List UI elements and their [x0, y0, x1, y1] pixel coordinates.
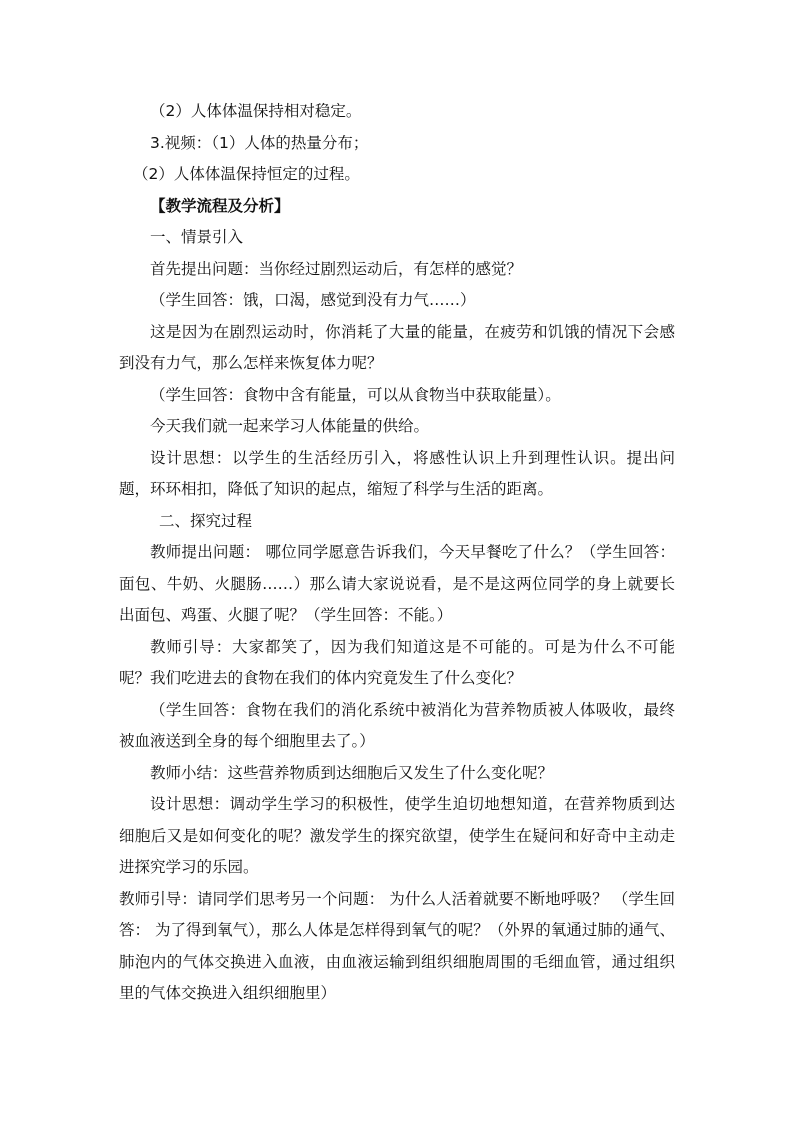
paragraph-student-answer-2: （学生回答：食物中含有能量，可以从食物当中获取能量）。: [150, 385, 561, 404]
paragraph-body-temperature-process: （2）人体体温保持恒定的过程。: [133, 165, 360, 183]
paragraph-design-idea-2: 设计思想：调动学生学习的积极性，使学生迫切地想知道，在营养物质到达细胞后又是如何变化的呢？激发学生的探究欲望，使学生在疑问和好奇中主动走进探究学习的乐园。: [119, 795, 675, 876]
paragraph-question: 首先提出问题：当你经过剧烈运动后，有怎样的感觉？: [150, 259, 523, 278]
paragraph-body-temperature-stable: （2）人体体温保持相对稳定。: [150, 102, 362, 120]
paragraph-teacher-guidance-2: 教师引导：请同学们思考另一个问题： 为什么人活着就要不断地呼吸？ （学生回答： 为了得到氧气），那么人体是怎样得到氧气的呢？（外界的氧通过肺的通气、肺泡内的气体交换进入血液，由血液运输到组织细胞周围的毛细血管，通过组织里的气体交换进入组织细胞里）: [119, 889, 675, 1002]
heading-exploration-process: 二、探究过程: [159, 511, 253, 530]
paragraph-teacher-guidance-1: 教师引导：大家都笑了，因为我们知道这是不可能的。可是为什么不可能呢？我们吃进去的食物在我们的体内究竟发生了什么变化？: [119, 637, 675, 687]
paragraph-teacher-summary: 教师小结：这些营养物质到达细胞后又发生了什么变化呢？: [150, 763, 554, 782]
document-body: [119, 96, 675, 1010]
paragraph-today-topic: 今天我们就一起来学习人体能量的供给。: [150, 417, 430, 435]
paragraph-student-answer-3: （学生回答：食物在我们的消化系统中被消化为营养物质被人体吸收，最终被血液送到全身的每个细胞里去了。）: [119, 700, 675, 750]
paragraph-energy-consumption: 这是因为在剧烈运动时，你消耗了大量的能量，在疲劳和饥饿的情况下会感到没有力气，那么怎样来恢复体力呢？: [119, 322, 675, 372]
paragraph-video-heat-distribution: 3.视频：（1）人体的热量分布；: [150, 133, 369, 152]
heading-scene-introduction: 一、情景引入: [150, 228, 244, 246]
paragraph-student-answer-1: （学生回答：饿，口渴，感觉到没有力气……）: [150, 291, 476, 309]
paragraph-teacher-question: 教师提出问题： 哪位同学愿意告诉我们，今天早餐吃了什么？（学生回答：面包、牛奶、火腿肠……）那么请大家说说看，是不是这两位同学的身上就要长出面包、鸡蛋、火腿了呢？（学生回答：不能。）: [119, 543, 675, 624]
section-heading-teaching-flow: 【教学流程及分析】: [150, 196, 290, 215]
paragraph-design-idea-1: 设计思想：以学生的生活经历引入，将感性认识上升到理性认识。提出问题，环环相扣，降低了知识的起点，缩短了科学与生活的距离。: [119, 448, 675, 498]
